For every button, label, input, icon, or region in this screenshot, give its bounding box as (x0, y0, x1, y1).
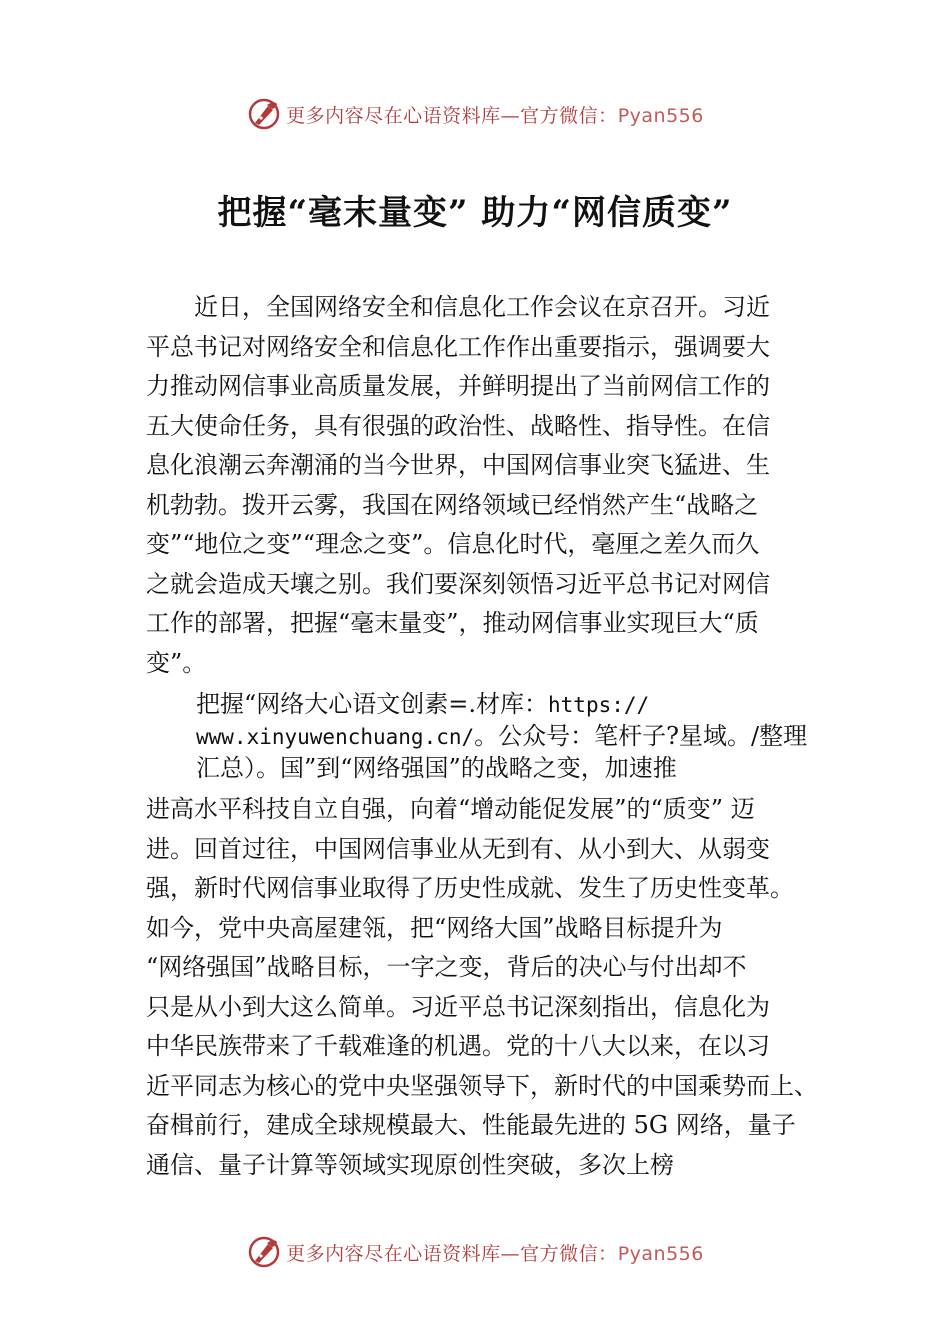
text-line: 如今，党中央高屋建瓴，把“网络大国”战略目标提升为 (146, 913, 723, 942)
text-line: 近日，全国网络安全和信息化工作会议在京召开。习近 (146, 293, 770, 321)
banner-separator: — (500, 104, 521, 127)
text-line: 进。回首过往，中国网信事业从无到有、从小到大、从弱变 (146, 834, 770, 863)
website-url-part: https:// (548, 693, 650, 717)
text-segment: 。公众号：笔杆子?星域。/整理 (474, 722, 808, 750)
text-line: 息化浪潮云奔潮涌的当今世界，中国网信事业突飞猛进、生 (146, 451, 770, 479)
text-line: 之就会造成天壤之别。我们要深刻领悟习近平总书记对网信 (146, 569, 770, 598)
pen-nib-logo-icon (246, 1234, 282, 1270)
website-url-part: www.xinyuwenchuang.cn/ (196, 725, 475, 749)
banner-contact-id: Pyan556 (617, 104, 704, 127)
header-banner (0, 94, 950, 134)
text-line: 进高水平科技自立自强，向着“增动能促发展”的“质变” 迈 (146, 795, 755, 823)
text-line: 变”“地位之变”“理念之变”。信息化时代，毫厘之差久而久 (146, 530, 760, 558)
text-line: 强，新时代网信事业取得了历史性成就、发生了历史性变革。 (146, 874, 794, 902)
text-line: 近平同志为核心的党中央坚强领导下，新时代的中国乘势而上、 (146, 1071, 818, 1100)
text-line: 奋楫前行，建成全球规模最大、性能最先进的 5G 网络，量子 (146, 1111, 796, 1139)
text-segment: 把握“网络大心语文创素=.材库： (196, 690, 549, 718)
banner-text: 更多内容尽在心语资料库 (286, 104, 501, 127)
text-line: 中华民族带来了千载难逢的机遇。党的十八大以来，在以习 (146, 1032, 770, 1060)
text-line: 变”。 (146, 648, 207, 677)
text-line: 汇总）。国”到“网络强国”的战略之变，加速推 (196, 754, 677, 782)
banner-text: 更多内容尽在心语资料库 (286, 1242, 501, 1265)
paragraph-2 (196, 688, 886, 784)
text-line (196, 720, 886, 752)
footer-banner (0, 1232, 950, 1272)
text-line: 力推动网信事业高质量发展，并鲜明提出了当前网信工作的 (146, 372, 770, 400)
text-line (196, 688, 886, 720)
text-line: “网络强国”战略目标，一字之变，背后的决心与付出却不 (146, 953, 747, 981)
text-line: 五大使命任务，具有很强的政治性、战略性、指导性。在信 (146, 411, 770, 440)
document-title: 把握“毫末量变” 助力“网信质变” (217, 193, 733, 233)
pen-nib-logo-icon (246, 96, 282, 132)
banner-separator: — (500, 1242, 521, 1265)
paragraph-1 (146, 288, 836, 683)
text-line: 机勃勃。拨开云雾，我国在网络领域已经悄然产生“战略之 (146, 490, 759, 519)
banner-contact-label: 官方微信： (520, 1242, 618, 1265)
paragraph-3 (146, 790, 836, 1185)
text-line: 通信、量子计算等领域实现原创性突破，多次上榜 (146, 1150, 674, 1179)
text-line: 只是从小到大这么简单。习近平总书记深刻指出，信息化为 (146, 992, 770, 1021)
banner-contact-id: Pyan556 (617, 1242, 704, 1265)
banner-contact-label: 官方微信： (520, 104, 618, 127)
text-line: 工作的部署，把握“毫末量变”，推动网信事业实现巨大“质 (146, 609, 759, 637)
text-line: 平总书记对网络安全和信息化工作作出重要指示，强调要大 (146, 332, 770, 361)
